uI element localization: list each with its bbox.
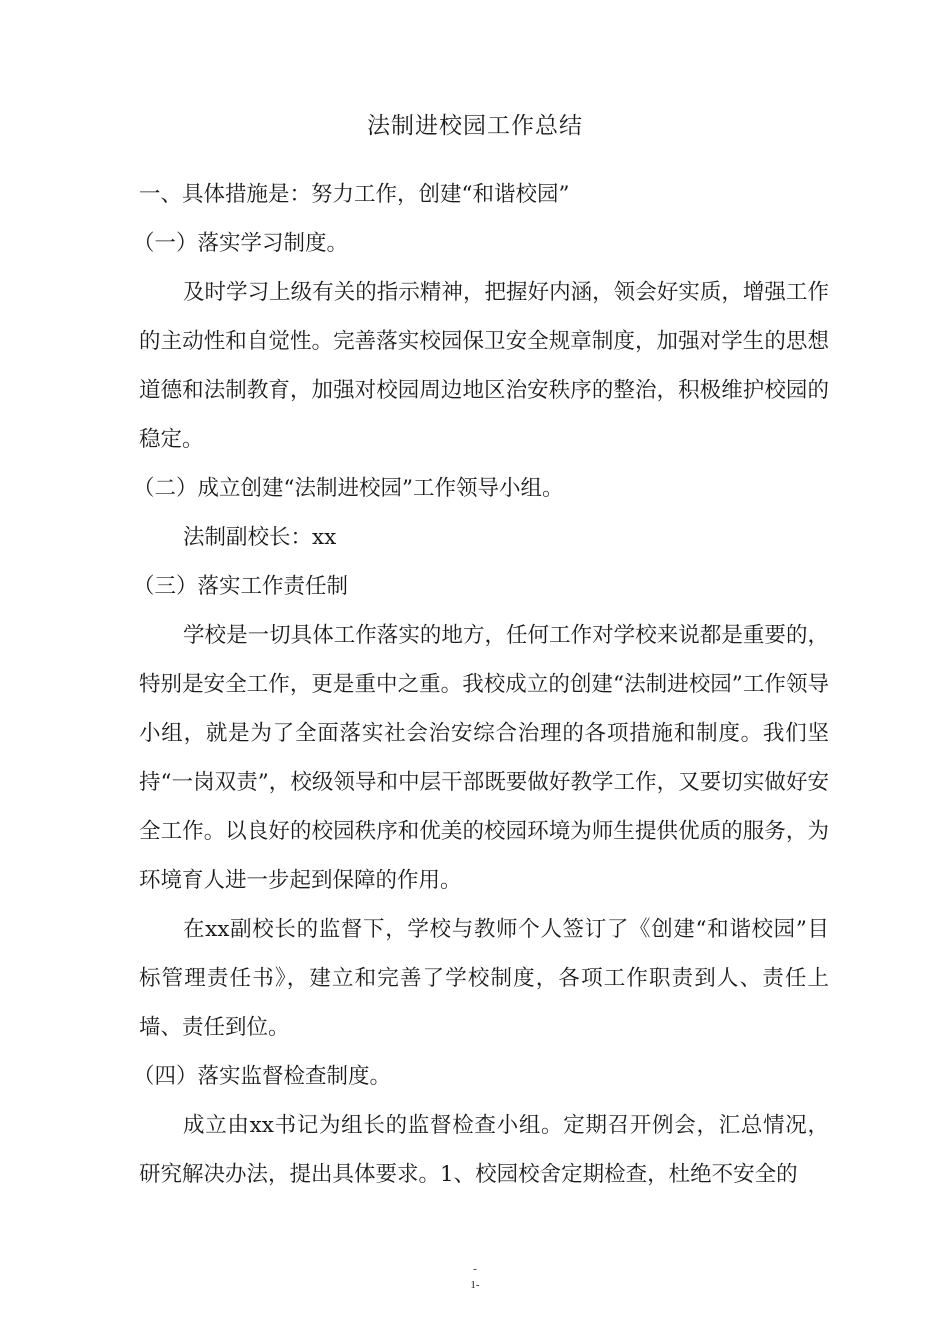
subsection-heading: （二）成立创建“法制进校园”工作领导小组。 bbox=[133, 476, 564, 501]
subsection-heading: （四）落实监督检查制度。 bbox=[133, 1064, 392, 1089]
paragraph: 成立由xx书记为组长的监督检查小组。定期召开例会，汇总情况，研究解决办法，提出具体要求。1、校园校舍定期检查，杜绝不安全的 bbox=[139, 1113, 829, 1187]
paragraph: 在xx副校长的监督下，学校与教师个人签订了《创建“和谐校园”目标管理责任书》，建立和完善了学校制度，各项工作职责到人、责任上墙、责任到位。 bbox=[139, 917, 829, 1040]
page-number: 1- bbox=[470, 1279, 480, 1291]
document-title: 法制进校园工作总结 bbox=[367, 113, 583, 139]
section-heading: 一、具体措施是：努力工作，创建“和谐校园” bbox=[139, 182, 570, 207]
subsection-heading: （三）落实工作责任制 bbox=[133, 574, 349, 599]
paragraph: 学校是一切具体工作落实的地方，任何工作对学校来说都是重要的，特别是安全工作，更是重中之重。我校成立的创建“法制进校园”工作领导小组，就是为了全面落实社会治安综合治理的各项措施和制度。我们坚持“一岗双责”，校级领导和中层干部既要做好教学工作，又要切实做好安全工作。以良好的校园秩序和优美的校园环境为师生提供优质的服务，为环境育人进一步起到保障的作用。 bbox=[139, 623, 829, 893]
paragraph: 法制副校长：xx bbox=[183, 525, 337, 550]
paragraph: 及时学习上级有关的指示精神，把握好内涵，领会好实质，增强工作的主动性和自觉性。完善落实校园保卫安全规章制度，加强对学生的思想道德和法制教育，加强对校园周边地区治安秩序的整治，积极维护校园的稳定。 bbox=[139, 280, 829, 452]
footer-dash: - bbox=[473, 1263, 477, 1275]
subsection-heading: （一）落实学习制度。 bbox=[133, 231, 349, 256]
document-body bbox=[133, 170, 829, 1199]
